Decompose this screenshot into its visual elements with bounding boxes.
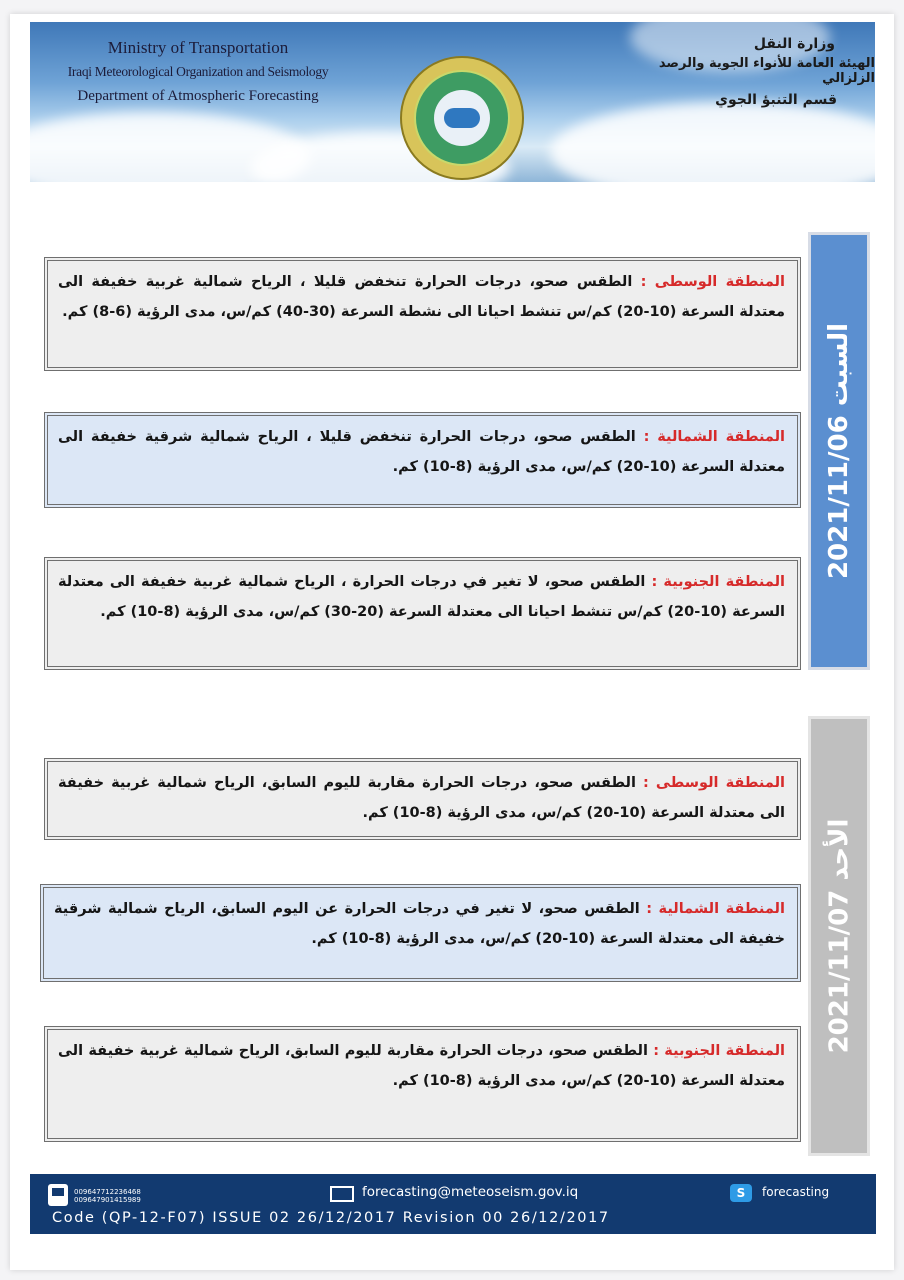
header-english-text	[48, 38, 348, 105]
skype-handle[interactable]: forecasting	[762, 1185, 830, 1199]
day-tab-saturday	[808, 232, 870, 670]
forecast-card-north-day1	[44, 412, 801, 508]
forecast-text: الطقس صحو، درجات الحرارة مقاربة لليوم السابق، الرياح شمالية غربية خفيفة الى معتدلة السرعة (10-20) كم/س، مدى الرؤية (8-10) كم.	[58, 775, 785, 821]
department-name-ar: قسم التنبؤ الجوي	[715, 92, 837, 108]
region-name: المنطقة الوسطى :	[643, 775, 785, 791]
header-arabic-text	[605, 36, 875, 108]
mail-icon	[330, 1186, 354, 1202]
ministry-name-en: Ministry of Transportation	[107, 38, 289, 57]
region-name: المنطقة الشمالية :	[643, 429, 786, 445]
region-name: المنطقة الوسطى :	[640, 274, 785, 290]
forecast-text: الطقس صحو، لا تغير في درجات الحرارة عن اليوم السابق، الرياح شمالية شرقية خفيفة الى معتدلة السرعة (10-20) كم/س، مدى الرؤية (8-10) كم.	[54, 901, 785, 947]
department-name-en: Department of Atmospheric Forecasting	[77, 88, 319, 104]
forecast-card-north-day2	[40, 884, 801, 982]
organization-logo-icon	[400, 56, 524, 180]
forecast-card-south-day1	[44, 557, 801, 670]
phone-number: 009647712236468	[74, 1188, 141, 1196]
document-code: Code (QP-12-F07) ISSUE 02 26/12/2017 Revision 00 26/12/2017	[52, 1210, 610, 1226]
phone-number: 009647901415989	[74, 1196, 141, 1204]
phone-numbers	[74, 1188, 141, 1204]
forecast-text: الطقس صحو، درجات الحرارة مقاربة لليوم السابق، الرياح شمالية غربية خفيفة الى معتدلة السرعة (10-20) كم/س، مدى الرؤية (8-10) كم.	[58, 1043, 785, 1089]
day-label: 2021/11/06 السبت	[824, 322, 854, 580]
ministry-name-ar: وزارة النقل	[753, 36, 835, 52]
phone-icon	[48, 1184, 68, 1206]
forecast-text: الطقس صحو، درجات الحرارة تنخفض قليلا ، الرياح شمالية غربية خفيفة الى معتدلة السرعة (10-20) كم/س تنشط احيانا الى نشطة السرعة (30-40) كم/س، مدى الرؤية (6-8) كم.	[58, 274, 785, 320]
day-tab-sunday	[808, 716, 870, 1156]
forecast-text: الطقس صحو، لا تغير في درجات الحرارة ، الرياح شمالية غربية خفيفة الى معتدلة السرعة (10-20) كم/س تنشط احيانا الى معتدلة السرعة (20-30) كم/س، مدى الرؤية (8-10) كم.	[58, 574, 785, 620]
skype-icon: S	[730, 1184, 752, 1202]
organization-name-ar: الهيئة العامة للأنواء الجوية والرصد الزلزالي	[658, 56, 875, 86]
email-address[interactable]: forecasting@meteoseism.gov.iq	[362, 1184, 579, 1200]
forecast-card-south-day2	[44, 1026, 801, 1142]
organization-name-en: Iraqi Meteorological Organization and Seismology	[67, 64, 329, 79]
region-name: المنطقة الجنوبية :	[653, 1043, 785, 1059]
forecast-card-central-day1	[44, 257, 801, 371]
region-name: المنطقة الجنوبية :	[651, 574, 785, 590]
forecast-card-central-day2	[44, 758, 801, 840]
header-banner	[30, 22, 875, 182]
region-name: المنطقة الشمالية :	[646, 901, 785, 917]
forecast-text: الطقس صحو، درجات الحرارة تنخفض قليلا ، الرياح شمالية شرقية خفيفة الى معتدلة السرعة (10-20) كم/س، مدى الرؤية (8-10) كم.	[58, 429, 785, 475]
footer-bar	[30, 1174, 876, 1234]
day-label: 2021/11/07 الأحد	[824, 818, 854, 1054]
